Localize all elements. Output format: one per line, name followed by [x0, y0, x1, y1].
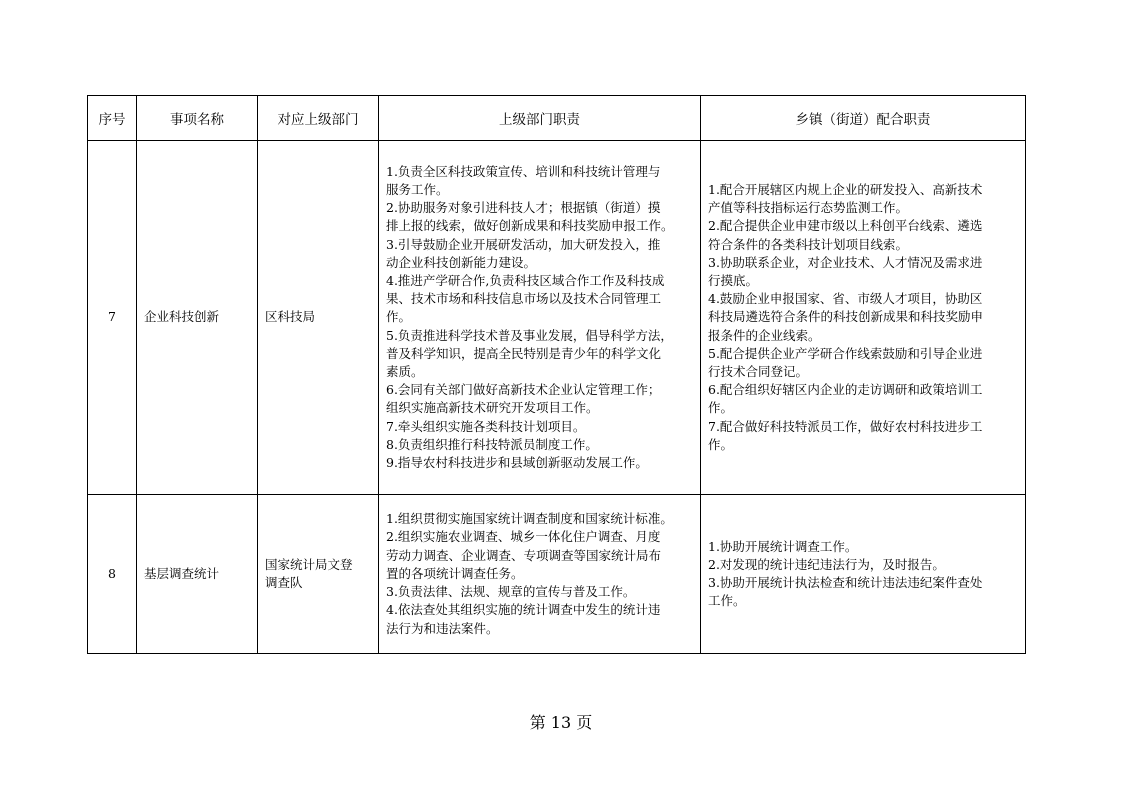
row-township-cooperation	[701, 141, 1026, 495]
duty-line: 普及科学知识，提高全民特别是青少年的科学文化	[386, 345, 662, 361]
row-serial-number: 8	[88, 495, 137, 654]
header-superior-duties: 上级部门职责	[379, 96, 701, 141]
row-item-name: 基层调查统计	[137, 495, 258, 654]
department-line: 国家统计局文登	[265, 556, 353, 572]
duty-line: 2.组织实施农业调查、城乡一体化住户调查、月度	[386, 529, 661, 545]
row-superior-duties	[379, 141, 701, 495]
duty-line: 作。	[386, 309, 412, 325]
department-line: 调查队	[265, 575, 303, 590]
cooperation-line: 工作。	[708, 593, 746, 609]
duty-line: 1.组织贯彻实施国家统计调查制度和国家统计标准。	[386, 511, 673, 527]
cooperation-line: 3.协助联系企业，对企业技术、人才情况及需求进	[708, 254, 983, 270]
duty-line: 法行为和违法案件。	[386, 620, 499, 636]
cooperation-line: 2.配合提供企业申建市级以上科创平台线索、遴选	[708, 218, 983, 234]
cooperation-line: 报条件的企业线索。	[708, 327, 821, 343]
row-item-name: 企业科技创新	[137, 141, 258, 495]
duty-line: 8.负责组织推行科技特派员制度工作。	[386, 436, 598, 452]
duty-line: 5.负责推进科学技术普及事业发展，倡导科学方法，	[386, 327, 673, 343]
duty-line: 劳动力调查、企业调查、专项调查等国家统计局布	[386, 547, 662, 563]
cooperation-line: 科技局遴选符合条件的科技创新成果和科技奖励申	[708, 309, 984, 325]
row-department: 区科技局	[258, 141, 379, 495]
duty-line: 1.负责全区科技政策宣传、培训和科技统计管理与	[386, 163, 661, 179]
duty-line: 6.会同有关部门做好高新技术企业认定管理工作；	[386, 382, 661, 398]
cooperation-line: 1.协助开展统计调查工作。	[708, 538, 858, 554]
cooperation-line: 7.配合做好科技特派员工作，做好农村科技进步工	[708, 418, 983, 434]
cooperation-line: 2.对发现的统计违纪违法行为，及时报告。	[708, 556, 945, 572]
cooperation-line: 符合条件的各类科技计划项目线索。	[708, 236, 909, 252]
header-township-cooperation: 乡镇（街道）配合职责	[701, 96, 1026, 141]
cooperation-line: 4.鼓励企业申报国家、省、市级人才项目，协助区	[708, 291, 983, 307]
duty-line: 4.推进产学研合作,负责科技区域合作工作及科技成	[386, 272, 665, 288]
duty-line: 3.引导鼓励企业开展研发活动，加大研发投入，推	[386, 236, 661, 252]
table-row	[88, 495, 1026, 654]
table-header-row	[88, 96, 1026, 141]
cooperation-line: 6.配合组织好辖区内企业的走访调研和政策培训工	[708, 382, 983, 398]
row-township-cooperation	[701, 495, 1026, 654]
cooperation-line: 作。	[708, 436, 734, 452]
duty-line: 3.负责法律、法规、规章的宣传与普及工作。	[386, 584, 636, 600]
row-serial-number: 7	[88, 141, 137, 495]
duty-line: 2.协助服务对象引进科技人才；根据镇（街道）摸	[386, 200, 661, 216]
duty-line: 素质。	[386, 364, 424, 379]
duty-line: 4.依法查处其组织实施的统计调查中发生的统计违	[386, 602, 661, 618]
cooperation-line: 行摸底。	[708, 272, 759, 288]
duty-line: 服务工作。	[386, 181, 449, 197]
header-superior-department: 对应上级部门	[258, 96, 379, 141]
row-department	[258, 495, 379, 654]
duty-line: 排上报的线索，做好创新成果和科技奖励申报工作。	[386, 218, 674, 234]
header-item-name: 事项名称	[137, 96, 258, 141]
table-row	[88, 141, 1026, 495]
duty-line: 组织实施高新技术研究开发项目工作。	[386, 400, 599, 416]
cooperation-line: 作。	[708, 400, 734, 416]
responsibility-table	[87, 95, 1026, 654]
duty-line: 果、技术市场和科技信息市场以及技术合同管理工	[386, 291, 662, 307]
duty-line: 置的各项统计调查任务。	[386, 565, 524, 581]
cooperation-line: 3.协助开展统计执法检查和统计违法违纪案件查处	[708, 575, 983, 590]
cooperation-line: 5.配合提供企业产学研合作线索鼓励和引导企业进	[708, 345, 983, 361]
duty-line: 动企业科技创新能力建设。	[386, 254, 537, 270]
duty-line: 7.牵头组织实施各类科技计划项目。	[386, 418, 586, 434]
page-number: 第 13 页	[529, 713, 593, 732]
cooperation-line: 行技术合同登记。	[708, 364, 809, 379]
header-serial-number: 序号	[88, 96, 137, 141]
cooperation-line: 1.配合开展辖区内规上企业的研发投入、高新技术	[708, 181, 983, 197]
row-superior-duties	[379, 495, 701, 654]
duty-line: 9.指导农村科技进步和县域创新驱动发展工作。	[386, 455, 648, 471]
cooperation-line: 产值等科技指标运行态势监测工作。	[708, 200, 909, 216]
